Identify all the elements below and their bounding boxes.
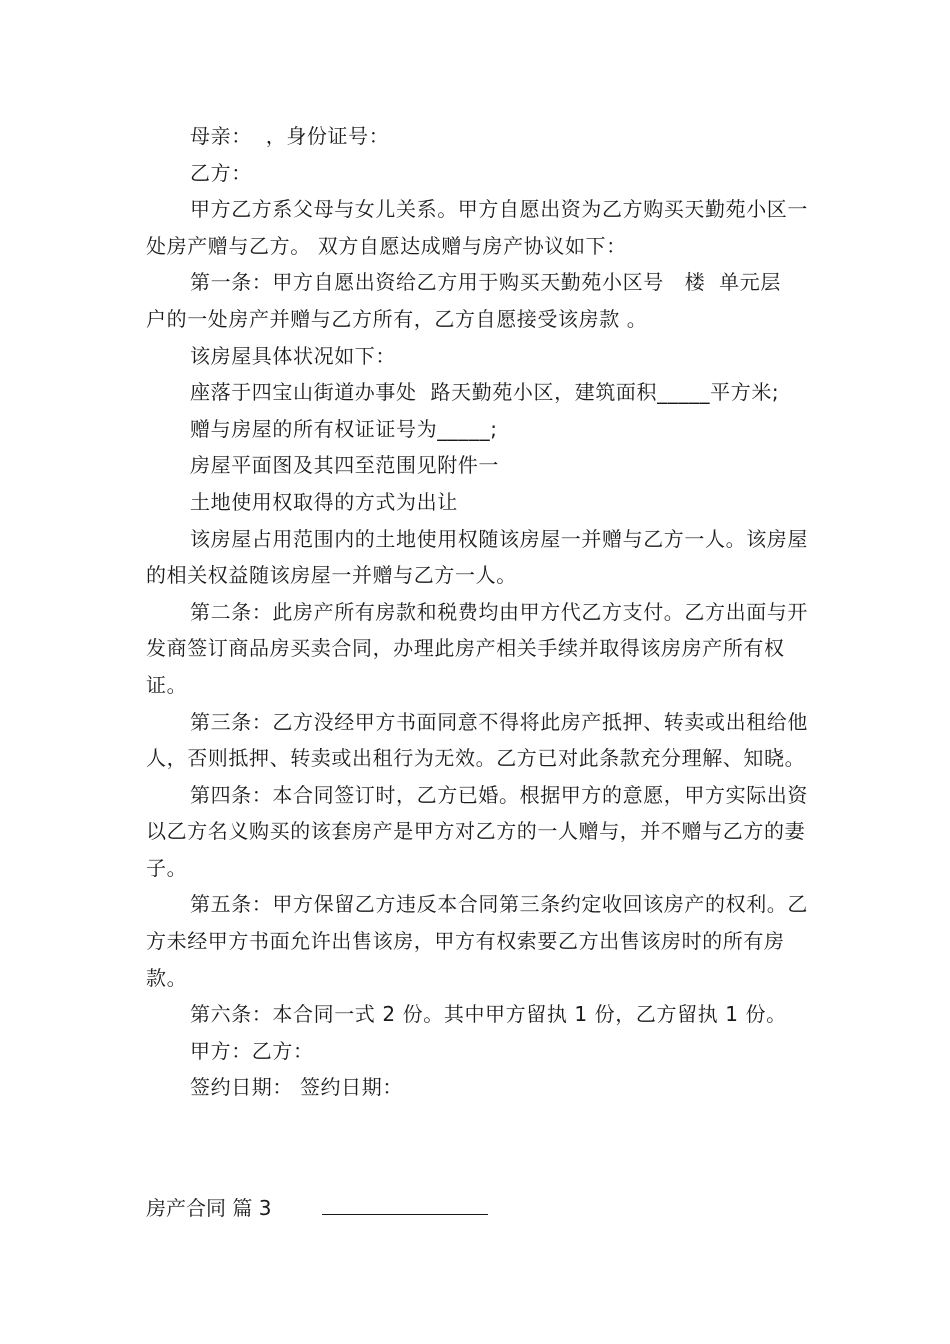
paragraph-article-1: 第一条：甲方自愿出资给乙方用于购买天勤苑小区号 楼 单元层 户的一处房产并赠与乙方所有，乙方自愿接受该房款 。	[146, 270, 795, 331]
contract-body	[146, 118, 811, 1106]
paragraph-certificate: 赠与房屋的所有权证证号为_____;	[190, 416, 498, 441]
paragraph-sign-dates: 签约日期： 签约日期：	[190, 1075, 403, 1100]
paragraph-land-use: 土地使用权取得的方式为出让	[190, 489, 458, 514]
paragraph-land-rights: 该房屋占用范围内的土地使用权随该房屋一并赠与乙方一人。该房屋的相关权益随该房屋一并赠与乙方一人。	[146, 526, 808, 588]
paragraph-relationship: 甲方乙方系父母与女儿关系。甲方自愿出资为乙方购买天勤苑小区一处房产赠与乙方。 双方自愿达成赠与房产协议如下：	[146, 197, 808, 258]
blank-underline	[322, 1214, 488, 1215]
paragraph-article-6: 第六条：本合同一式 2 份。其中甲方留执 1 份，乙方留执 1 份。	[190, 1002, 787, 1027]
paragraph-article-4: 第四条：本合同签订时，乙方已婚。根据甲方的意愿，甲方实际出资以乙方名义购买的该套房产是甲方对乙方的一人赠与，并不赠与乙方的妻子。	[146, 782, 808, 880]
section-heading: 房产合同 篇 3	[146, 1196, 272, 1220]
paragraph-mother-id: 母亲： ，身份证号：	[190, 124, 390, 148]
paragraph-party-b: 乙方：	[190, 160, 252, 185]
paragraph-signatures: 甲方：乙方：	[190, 1038, 314, 1063]
paragraph-article-2: 第二条：此房产所有房款和税费均由甲方代乙方支付。乙方出面与开发商签订商品房买卖合同，办理此房产相关手续并取得该房房产所有权证。	[146, 599, 808, 697]
paragraph-article-5: 第五条：甲方保留乙方违反本合同第三条约定收回该房产的权利。乙方未经甲方书面允许出售该房，甲方有权索要乙方出售该房时的所有房款。	[146, 892, 808, 990]
paragraph-floor-plan: 房屋平面图及其四至范围见附件一	[190, 453, 499, 478]
paragraph-location: 座落于四宝山街道办事处 路天勤苑小区，建筑面积_____平方米;	[190, 380, 780, 405]
paragraph-article-3: 第三条：乙方没经甲方书面同意不得将此房产抵押、转卖或出租给他人，否则抵押、转卖或出租行为无效。乙方已对此条款充分理解、知晓。	[146, 709, 808, 771]
paragraph-property-status: 该房屋具体状况如下：	[190, 343, 396, 368]
